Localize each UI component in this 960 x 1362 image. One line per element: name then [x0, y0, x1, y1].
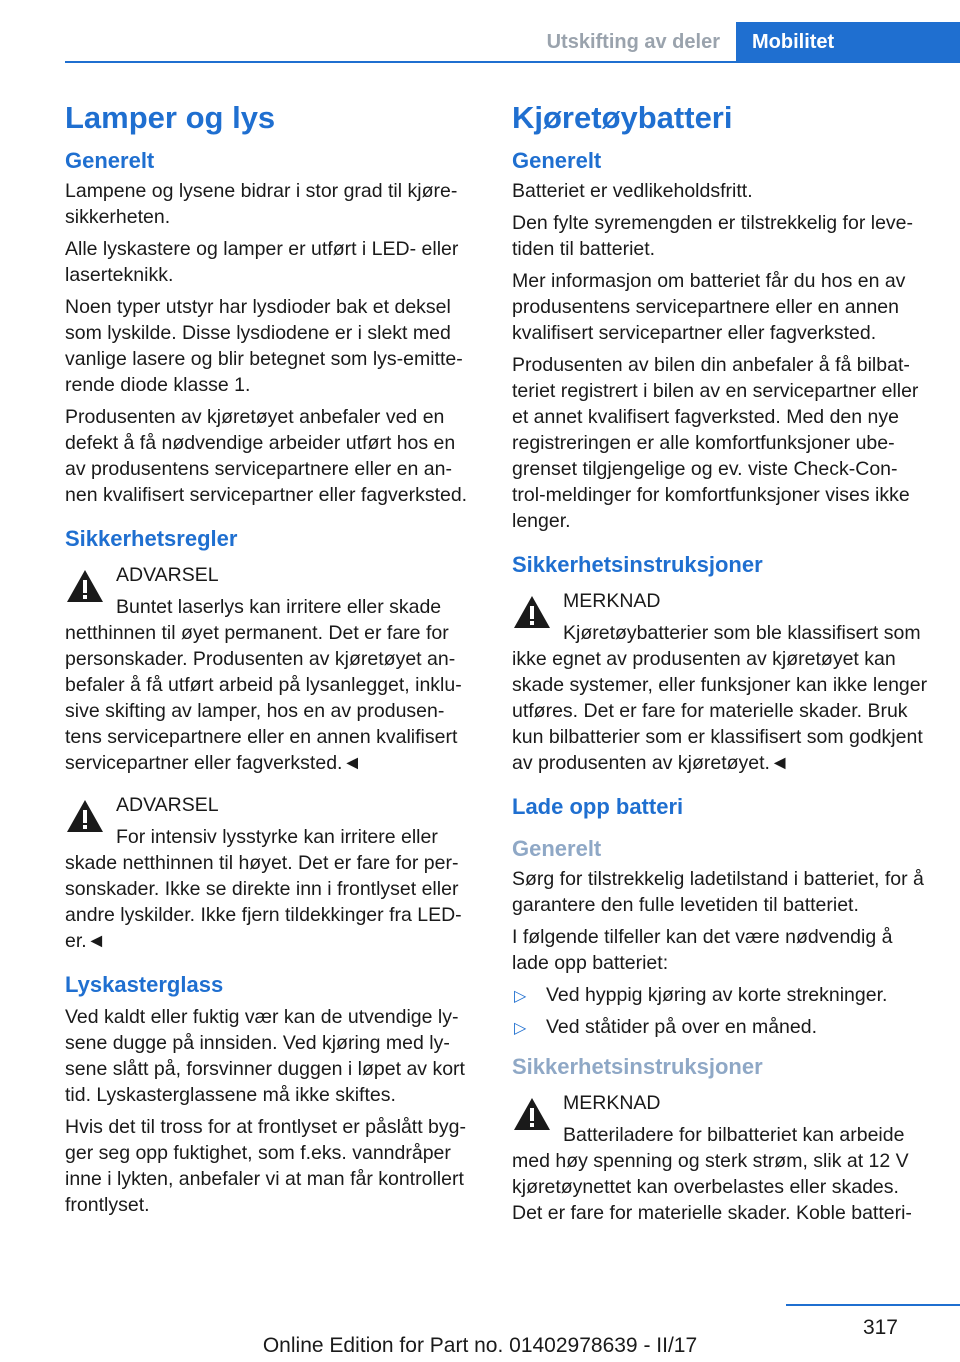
warning-block — [65, 792, 481, 954]
edition-footer: Online Edition for Part no. 01402978639 - II/17 — [262, 1334, 698, 1357]
heading-general: Generelt — [65, 148, 155, 173]
section-title-lamps: Lamper og lys — [65, 100, 276, 135]
bullet-list — [512, 982, 928, 1040]
paragraph: Ved kaldt eller fuktig vær kan de utvendige ly- sene dugge på innsiden. Ved kjøring med ly- sene slått på, forsvinner duggen i løpet av kort tid. Lyskasterglassene må ikke skiftes. — [65, 1006, 465, 1106]
subheading-general: Generelt — [512, 836, 602, 861]
paragraph: I følgende tilfeller kan det være nødvendig å lade opp batteriet: — [512, 926, 893, 974]
paragraph: Produsenten av kjøretøyet anbefaler ved en defekt å få nødvendige arbeider utført hos en av produsentens servicepartnere eller en an- nen kvalifisert servicepartner eller fagverksted. — [65, 406, 468, 506]
paragraph: Batteriet er vedlikeholdsfritt. — [512, 180, 753, 202]
page-number: 317 — [862, 1316, 898, 1339]
triangle-bullet-icon: ▷ — [514, 988, 527, 1005]
paragraph: Produsenten av bilen din anbefaler å få bilbat- teriet registrert i bilen av en servicepartner eller et annet kvalifisert fagverksted. Med den nye registreringen er alle komfortfunksjoner ube- grenset tilgjengelige og ev. viste Check-Con- trol-meldinger for komfortfunksjoner vises ikke lenger. — [512, 354, 919, 532]
subheading-safety-instructions: Sikkerhetsinstruksjoner — [512, 1054, 763, 1079]
paragraph: Hvis det til tross for at frontlyset er påslått byg- ger seg opp fuktighet, som f.eks. vanndråper inne i lykten, anbefaler vi at man får kontrollert frontlyset. — [65, 1116, 466, 1216]
notice-label: MERKNAD — [563, 1092, 661, 1114]
paragraph: Alle lyskastere og lamper er utført i LED- eller laserteknikk. — [65, 238, 459, 286]
paragraph: Den fylte syremengden er tilstrekkelig for leve- tiden til batteriet. — [512, 212, 913, 260]
heading-general: Generelt — [512, 148, 602, 173]
warning-triangle-icon — [512, 1096, 552, 1132]
header-rule — [65, 61, 960, 63]
right-column — [512, 96, 928, 1242]
list-item-text: Ved ståtider på over en måned. — [546, 1016, 818, 1038]
notice-block — [512, 588, 928, 776]
paragraph: Sørg for tilstrekkelig ladetilstand i batteriet, for å garantere den fulle levetiden til batteriet. — [512, 868, 924, 916]
paragraph: Mer informasjon om batteriet får du hos en av produsentens servicepartnere eller en annen kvalifisert servicepartner eller fagverksted. — [512, 270, 906, 344]
list-item — [512, 1014, 928, 1040]
header-section-tab[interactable]: Utskifting av deler — [546, 31, 720, 53]
warning-triangle-icon — [65, 798, 105, 834]
left-column — [65, 96, 481, 1224]
heading-safety-instructions: Sikkerhetsinstruksjoner — [512, 552, 763, 577]
paragraph: Noen typer utstyr har lysdioder bak et deksel som lyskilde. Disse lysdiodene er i slekt med vanlige lasere og blir betegnet som lys-emitte- rende diode klasse 1. — [65, 296, 463, 396]
heading-charge-battery: Lade opp batteri — [512, 794, 684, 819]
page-header — [0, 0, 960, 62]
warning-triangle-icon — [65, 568, 105, 604]
footer-rule — [786, 1304, 960, 1306]
notice-block — [512, 1090, 928, 1226]
section-title-battery: Kjøretøybatteri — [512, 100, 733, 135]
heading-safety-rules: Sikkerhetsregler — [65, 526, 238, 551]
notice-label: MERKNAD — [563, 590, 661, 612]
warning-text: For intensiv lysstyrke kan irritere eller skade netthinnen til høyet. Det er fare for per- sonskader. Ikke se direkte inn i frontlyset eller andre lyskilder. Ikke fjern tildekkinger fra LED- er.◄ — [65, 826, 462, 952]
list-item — [512, 982, 928, 1008]
notice-text: Kjøretøybatterier som ble klassifisert som ikke egnet av produsenten av kjøretøyet kan skade systemer, eller funksjoner kan ikke lenger utføres. Det er fare for materielle skader. Bruk kun bilbatterier som er klassifisert som godkjent av produsenten av kjøretøyet.◄ — [512, 622, 928, 774]
notice-text: Batteriladere for bilbatteriet kan arbeide med høy spenning og sterk strøm, slik at 12 V kjøretøynettet kan overbelastes eller skades. Det er fare for materielle skader. Koble batteri- — [512, 1124, 912, 1224]
warning-label: ADVARSEL — [116, 794, 219, 816]
paragraph: Lampene og lysene bidrar i stor grad til kjøre- sikkerheten. — [65, 180, 458, 228]
warning-label: ADVARSEL — [116, 564, 219, 586]
warning-text: Buntet laserlys kan irritere eller skade netthinnen til øyet permanent. Det er fare for personskader. Produsenten av kjøretøyet an- befaler å få utført arbeid på lysanlegget, inklu- sive skifting av lamper, hos en av produsen- tens servicepartnere eller en annen kvalifisert servicepartner eller fagverksted.◄ — [65, 596, 462, 774]
triangle-bullet-icon: ▷ — [514, 1020, 527, 1037]
warning-triangle-icon — [512, 594, 552, 630]
header-chapter-tab[interactable]: Mobilitet — [736, 22, 960, 62]
list-item-text: Ved hyppig kjøring av korte strekninger. — [546, 984, 888, 1006]
heading-headlight-glass: Lyskasterglass — [65, 972, 224, 997]
warning-block — [65, 562, 481, 776]
